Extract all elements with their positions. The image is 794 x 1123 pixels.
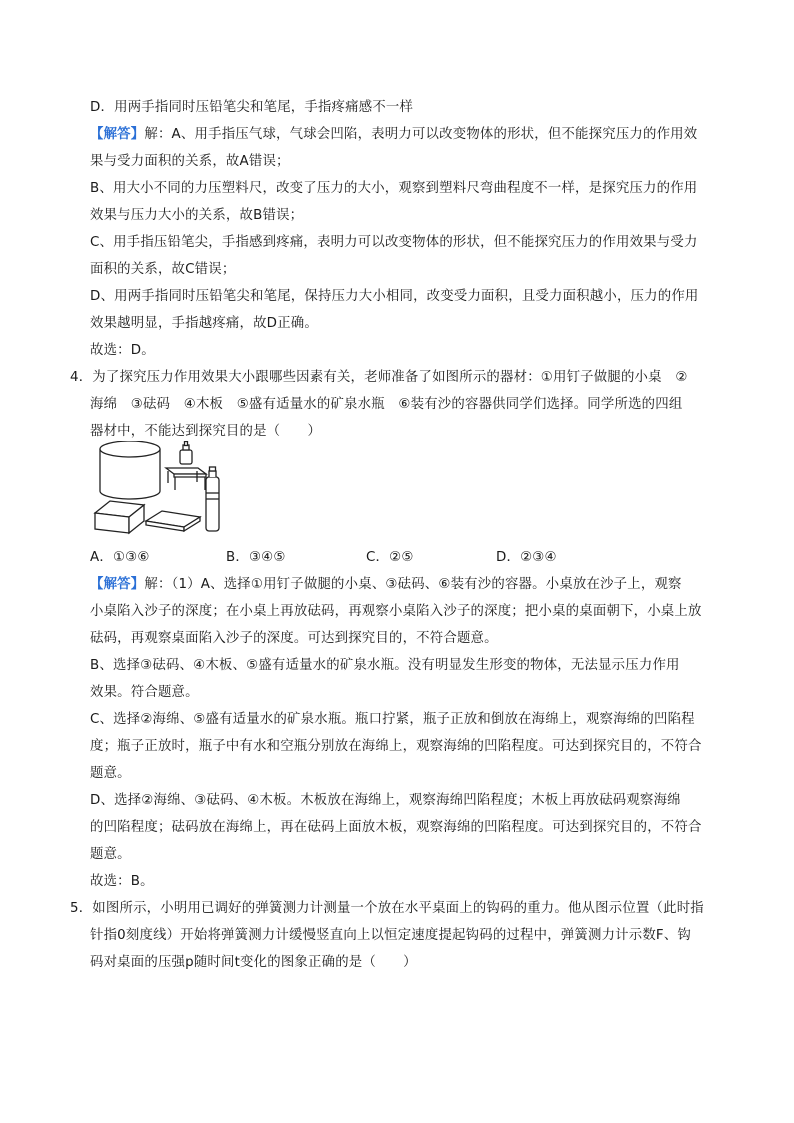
option-a[interactable]: A．①③⑥ — [90, 550, 150, 565]
question-4-line-2: 海绵 ③砝码 ④木板 ⑤盛有适量水的矿泉水瓶 ⑥装有沙的容器供同学们选择。同学所选的四组 — [90, 397, 683, 412]
answer-4-line-7: 度；瓶子正放时，瓶子中有水和空瓶分别放在海绵上，观察海绵的凹陷程度。可达到探究目的，不符合 — [90, 739, 702, 754]
answer-3-line-8: 效果越明显，手指越疼痛，故D正确。 — [90, 316, 318, 331]
answer-4-line-8: 题意。 — [90, 766, 131, 781]
sponge-icon — [95, 501, 144, 533]
question-5-line-2: 针指0刻度线）开始将弹簧测力计缓慢竖直向上以恒定速度提起钩码的过程中，弹簧测力计示数F、钩 — [90, 928, 692, 943]
question-4-line-3: 器材中，不能达到探究目的是（ ） — [90, 424, 322, 439]
answer-3-line-6: 面积的关系，故C错误； — [90, 262, 236, 277]
weight-icon — [180, 442, 192, 465]
answer-4-line-5: 效果。符合题意。 — [90, 685, 199, 700]
answer-3-line-5: C、用手指压铅笔尖，手指感到疼痛，表明力可以改变物体的形状，但不能探究压力的作用效果与受力 — [90, 235, 698, 250]
answer-3-line-2: 果与受力面积的关系，故A错误； — [90, 154, 290, 169]
answer-3-line-3: B、用大小不同的力压塑料尺，改变了压力的大小，观察到塑料尺弯曲程度不一样，是探究压力的作用 — [90, 181, 698, 196]
question-5-line-3: 码对桌面的压强p随时间t变化的图象正确的是（ ） — [90, 955, 417, 970]
answer-3-line-7: D、用两手指同时压铅笔尖和笔尾，保持压力大小相同，改变受力面积，且受力面积越小，压力的作用 — [90, 289, 699, 304]
answer-4-line-2: 小桌陷入沙子的深度；在小桌上再放砝码，再观察小桌陷入沙子的深度；把小桌的桌面朝下，小桌上放 — [90, 604, 702, 619]
answer-4-line-10: 的凹陷程度；砝码放在海绵上，再在砝码上面放木板，观察海绵的凹陷程度。可达到探究目的，不符合 — [90, 820, 702, 835]
answer-tag: 【解答】 — [90, 127, 145, 142]
question-5-line-1: 5．如图所示，小明用已调好的弹簧测力计测量一个放在水平桌面上的钩码的重力。他从图示位置（此时指 — [70, 901, 704, 916]
answer-text: 解：（1）A、选择①用钉子做腿的小桌、③砝码、⑥装有沙的容器。小桌放在沙子上，观察 — [144, 577, 682, 592]
answer-3-line-1 — [90, 126, 697, 144]
wooden-board-icon — [146, 511, 200, 531]
answer-tag: 【解答】 — [90, 577, 145, 592]
answer-4-line-11: 题意。 — [90, 847, 131, 862]
option-d[interactable]: D．②③④ — [496, 550, 557, 565]
answer-4-line-9: D、选择②海绵、③砝码、④木板。木板放在海绵上，观察海绵凹陷程度；木板上再放砝码观察海绵 — [90, 793, 681, 808]
small-table-icon — [166, 468, 206, 490]
equipment-drawing — [92, 441, 232, 537]
option-b[interactable]: B．③④⑤ — [226, 550, 286, 565]
answer-4-choice: 故选：B。 — [90, 874, 154, 889]
question-4-line-1: 4．为了探究压力作用效果大小跟哪些因素有关，老师准备了如图所示的器材：①用钉子做腿的小桌 ② — [70, 370, 688, 385]
water-bottle-icon — [206, 467, 219, 531]
answer-3-line-4: 效果与压力大小的关系，故B错误； — [90, 208, 304, 223]
equipment-figure — [92, 441, 232, 537]
answer-4-line-6: C、选择②海绵、⑤盛有适量水的矿泉水瓶。瓶口拧紧，瓶子正放和倒放在海绵上，观察海绵的凹陷程 — [90, 712, 695, 727]
option-c[interactable]: C．②⑤ — [366, 550, 414, 565]
answer-text: 解：A、用手指压气球，气球会凹陷，表明力可以改变物体的形状，但不能探究压力的作用效 — [144, 127, 698, 142]
question-4-options — [90, 549, 710, 567]
option-d-line: D．用两手指同时压铅笔尖和笔尾，手指疼痛感不一样 — [90, 100, 414, 115]
answer-4-line-4: B、选择③砝码、④木板、⑤盛有适量水的矿泉水瓶。没有明显发生形变的物体，无法显示压力作用 — [90, 658, 680, 673]
answer-4-line-3: 砝码，再观察桌面陷入沙子的深度。可达到探究目的，不符合题意。 — [90, 631, 498, 646]
answer-3-choice: 故选：D。 — [90, 343, 155, 358]
answer-4-line-1 — [90, 576, 682, 594]
